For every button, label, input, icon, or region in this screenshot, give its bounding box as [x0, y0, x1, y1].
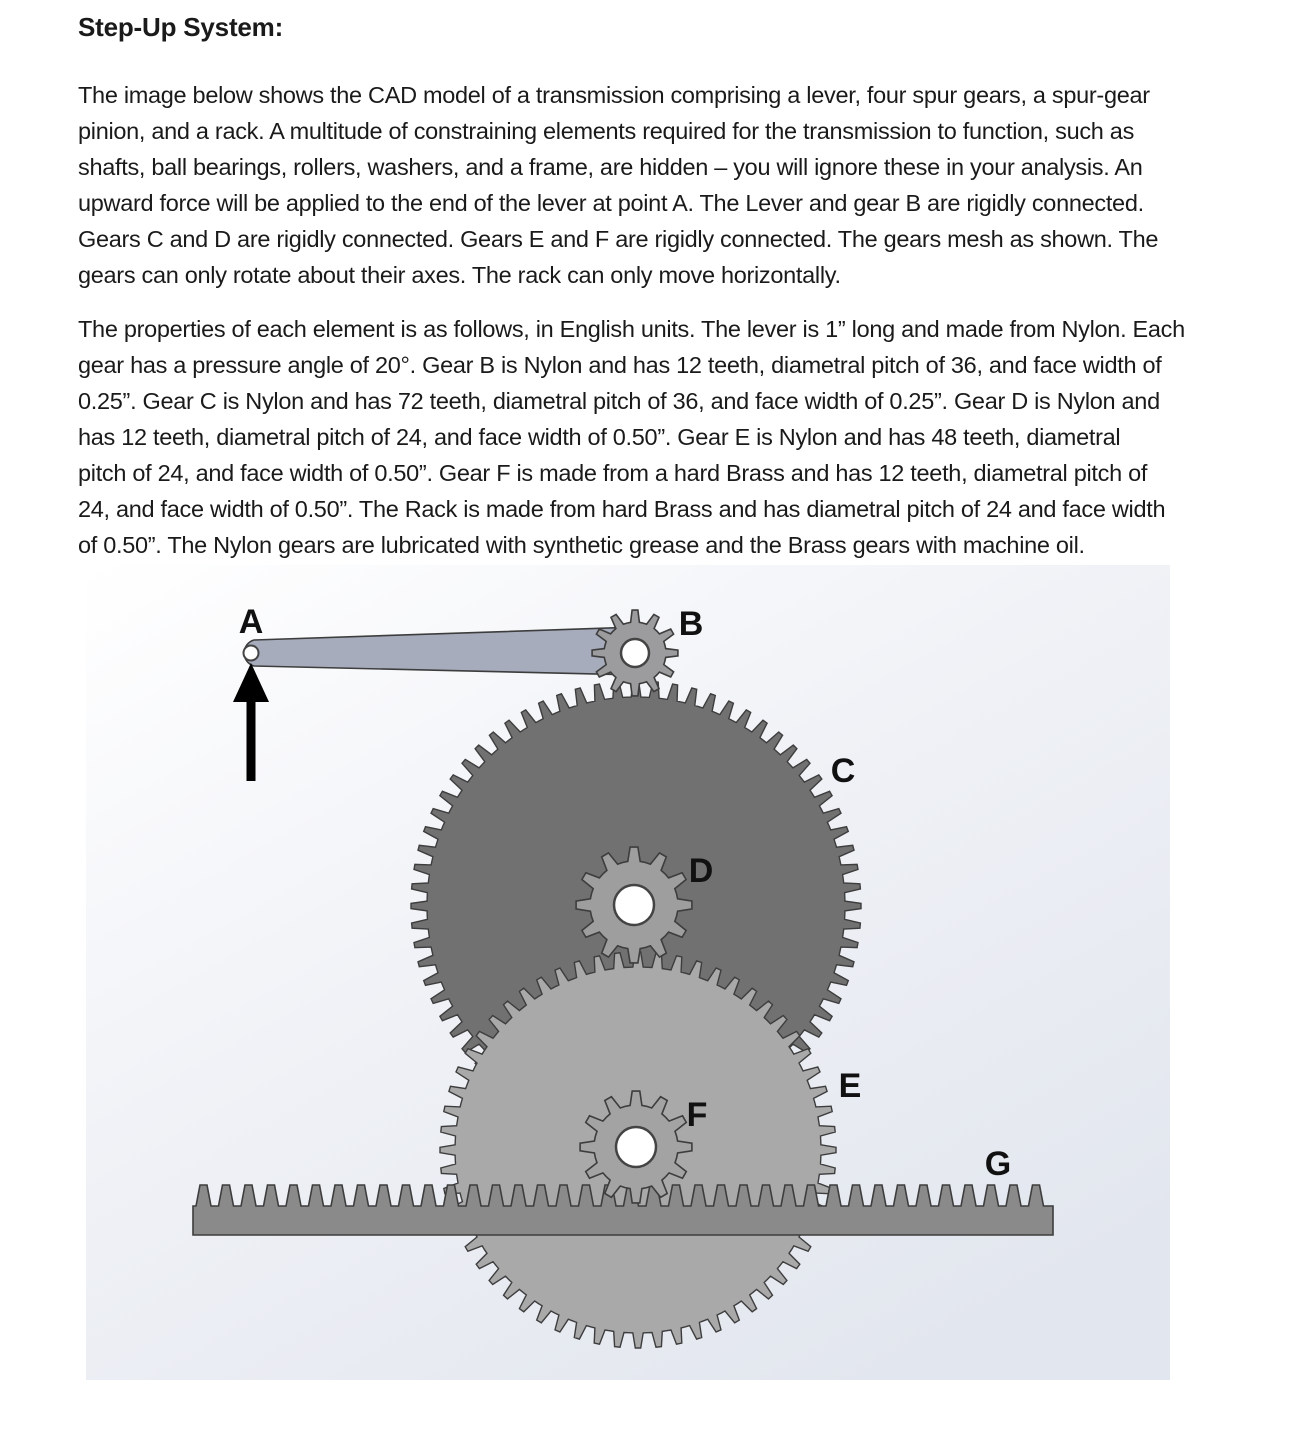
label-f: F: [686, 1096, 708, 1134]
label-a: A: [238, 603, 264, 641]
gear-f-bore-hole: [616, 1127, 656, 1167]
text-line: gears can only rotate about their axes. The rack can only move horizontally.: [78, 262, 841, 288]
text-line: 0.25”. Gear C is Nylon and has 72 teeth, diametral pitch of 36, and face width of 0.25”. Gear D is Nylon and: [78, 388, 1160, 414]
label-b: B: [678, 605, 704, 643]
text-line: has 12 teeth, diametral pitch of 24, and face width of 0.50”. Gear E is Nylon and has 48 teeth, diametral: [78, 424, 1121, 450]
label-c: C: [830, 752, 856, 790]
text-line: The properties of each element is as follows, in English units. The lever is 1” long and made from Nylon. Each: [78, 316, 1185, 342]
text-line: of 0.50”. The Nylon gears are lubricated with synthetic grease and the Brass gears with machine oil.: [78, 532, 1085, 558]
page-title: Step-Up System:: [78, 12, 284, 42]
text-line: Gears C and D are rigidly connected. Gears E and F are rigidly connected. The gears mesh as shown. The: [78, 226, 1159, 252]
cad-figure-canvas: [86, 565, 1170, 1380]
text-line: upward force will be applied to the end of the lever at point A. The Lever and gear B are rigidly connected.: [78, 190, 1144, 216]
label-g: G: [984, 1145, 1012, 1183]
label-d: D: [688, 852, 714, 890]
intro-paragraph: [78, 77, 1158, 293]
lever-pivot-hole: [244, 646, 259, 661]
text-line: The image below shows the CAD model of a transmission comprising a lever, four spur gears, a spur-gear: [78, 82, 1150, 108]
text-line: pitch of 24, and face width of 0.50”. Gear F is made from a hard Brass and has 12 teeth, diametral pitch of: [78, 460, 1148, 486]
gear-b-bore-hole: [621, 639, 649, 667]
text-line: pinion, and a rack. A multitude of constraining elements required for the transmission to function, such as: [78, 118, 1135, 144]
text-line: shafts, ball bearings, rollers, washers, and a frame, are hidden – you will ignore these in your analysis. An: [78, 154, 1143, 180]
properties-paragraph: [78, 311, 1185, 563]
cad-figure: [86, 565, 1170, 1380]
gear-d-bore-hole: [614, 885, 654, 925]
text-line: gear has a pressure angle of 20°. Gear B is Nylon and has 12 teeth, diametral pitch of 36, and face width of: [78, 352, 1162, 378]
text-line: 24, and face width of 0.50”. The Rack is made from hard Brass and has diametral pitch of 24 and face width: [78, 496, 1166, 522]
label-e: E: [838, 1067, 862, 1105]
